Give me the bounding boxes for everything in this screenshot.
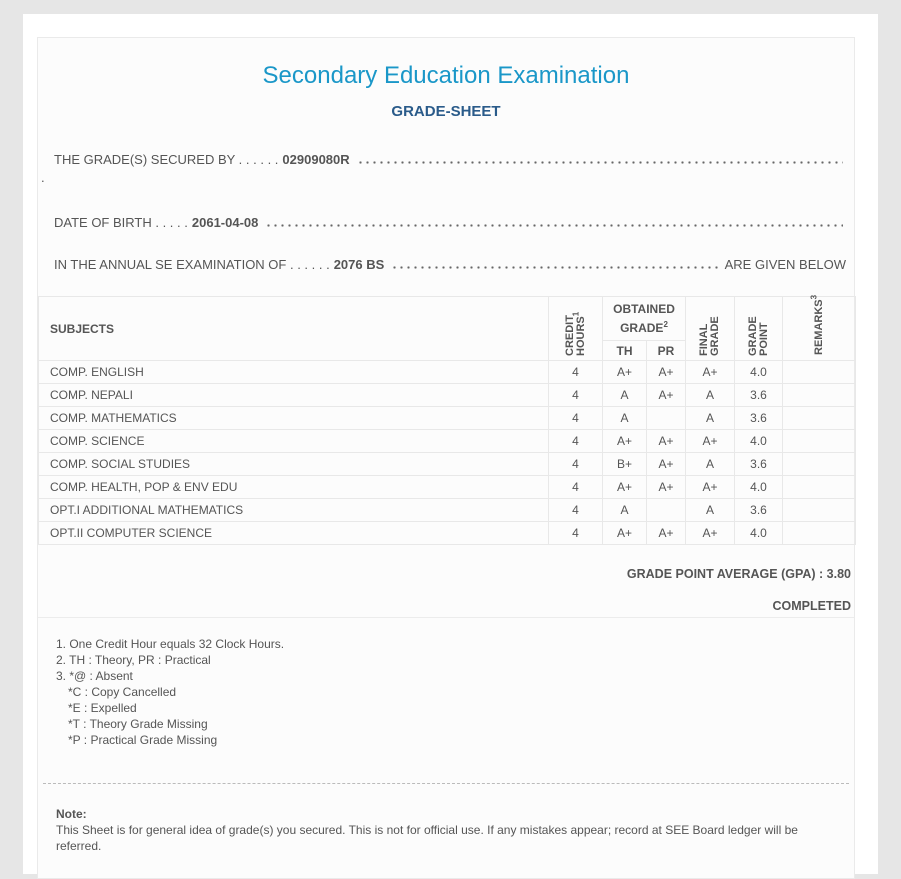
cell-remarks [783,476,856,499]
page [23,14,878,874]
footnote-ref: 1 [570,311,580,317]
header-subjects: SUBJECTS [39,297,549,361]
exam-line [54,256,846,274]
footnote: 2. TH : Theory, PR : Practical [56,653,211,667]
cell-final: A+ [686,430,735,453]
header-obtained-text: OBTAINED GRADE [613,301,675,335]
cell-final: A [686,499,735,522]
cell-th: A [603,499,647,522]
cell-gp: 4.0 [735,476,783,499]
cell-final: A [686,407,735,430]
divider [38,617,854,618]
cell-subject: OPT.I ADDITIONAL MATHEMATICS [39,499,549,522]
dob-line [54,214,846,232]
secured-by-label: THE GRADE(S) SECURED BY . . . . . . [54,152,279,167]
cell-pr: A+ [647,522,686,545]
result-status: COMPLETED [772,599,851,613]
table-row [39,361,856,384]
exam-year: 2076 BS [333,257,385,272]
footnote: *P : Practical Grade Missing [68,733,218,747]
cell-credit: 4 [549,522,603,545]
cell-subject: OPT.II COMPUTER SCIENCE [39,522,549,545]
table-row [39,407,856,430]
header-final-text: FINAL GRADE [698,316,721,356]
note-text: This Sheet is for general idea of grade(s) you secured. This is not for official use. If any mistakes appear; record at SEE Board ledger will be referred. [56,823,798,853]
cell-subject: COMP. NEPALI [39,384,549,407]
footnote: *E : Expelled [68,701,137,715]
cell-subject: COMP. SOCIAL STUDIES [39,453,549,476]
cell-final: A [686,453,735,476]
cell-remarks [783,499,856,522]
cell-credit: 4 [549,384,603,407]
cell-pr [647,499,686,522]
header-remarks [783,294,856,361]
cell-remarks [783,430,856,453]
page-subtitle: GRADE-SHEET [391,103,501,120]
cell-gp: 4.0 [735,430,783,453]
cell-th: A+ [603,476,647,499]
cell-subject: COMP. MATHEMATICS [39,407,549,430]
cell-final: A [686,384,735,407]
table-row [39,499,856,522]
header-pr: PR [647,341,686,361]
header-credit-text: CREDIT HOURS [563,315,587,356]
footnote: *T : Theory Grade Missing [68,717,208,731]
cell-th: A [603,407,647,430]
cell-pr [647,407,686,430]
secured-by-line [54,151,846,169]
exam-suffix: ARE GIVEN BELOW [724,257,846,272]
cell-final: A+ [686,361,735,384]
symbol-number: 02909080R [282,152,350,167]
page-title: Secondary Education Examination [262,62,630,89]
dot-leader [391,259,721,269]
cell-pr: A+ [647,361,686,384]
cell-pr: A+ [647,453,686,476]
footnote: *C : Copy Cancelled [68,685,177,699]
header-remarks-text: REMARKS [812,299,825,355]
stray-dot: . [41,170,45,185]
table-row [39,476,856,499]
cell-credit: 4 [549,407,603,430]
grade-sheet [37,37,855,879]
cell-final: A+ [686,476,735,499]
cell-th: A+ [603,430,647,453]
cell-credit: 4 [549,361,603,384]
note-title: Note: [56,807,87,821]
cell-subject: COMP. SCIENCE [39,430,549,453]
cell-credit: 4 [549,476,603,499]
cell-gp: 4.0 [735,361,783,384]
exam-label: IN THE ANNUAL SE EXAMINATION OF . . . . . . [54,257,330,272]
cell-credit: 4 [549,453,603,476]
gpa: GRADE POINT AVERAGE (GPA) : 3.80 [626,567,851,581]
scrollbar[interactable] [893,0,901,852]
header-credit-hours [549,297,603,361]
grades-table [38,296,856,545]
cell-remarks [783,453,856,476]
cell-credit: 4 [549,430,603,453]
footnotes [56,636,854,748]
cell-th: A+ [603,522,647,545]
cell-th: A+ [603,361,647,384]
cell-credit: 4 [549,499,603,522]
table-row [39,384,856,407]
cell-th: A [603,384,647,407]
note [56,806,834,854]
header-gp-text: GRADE POINT [746,316,770,356]
footnote-ref: 2 [663,319,668,329]
dot-leader [265,217,843,227]
dob-value: 2061-04-08 [191,215,259,230]
cell-gp: 3.6 [735,453,783,476]
table-row [39,453,856,476]
footnote: 1. One Credit Hour equals 32 Clock Hours. [56,637,285,651]
cell-pr: A+ [647,384,686,407]
cell-final: A+ [686,522,735,545]
cell-subject: COMP. HEALTH, POP & ENV EDU [39,476,549,499]
footnote: 3. *@ : Absent [56,669,133,683]
cell-remarks [783,384,856,407]
cell-subject: COMP. ENGLISH [39,361,549,384]
table-row [39,430,856,453]
table-row [39,522,856,545]
header-grade-point [735,297,783,361]
cell-remarks [783,361,856,384]
cell-gp: 4.0 [735,522,783,545]
dashed-divider [43,783,849,784]
cell-pr: A+ [647,430,686,453]
header-obtained-grade [603,297,686,341]
cell-pr: A+ [647,476,686,499]
cell-remarks [783,522,856,545]
cell-remarks [783,407,856,430]
cell-gp: 3.6 [735,384,783,407]
header-final-grade [686,297,735,361]
dob-label: DATE OF BIRTH . . . . . [54,215,188,230]
dot-leader [357,154,843,164]
cell-gp: 3.6 [735,499,783,522]
footnote-ref: 3 [808,294,818,300]
header-th: TH [603,341,647,361]
cell-th: B+ [603,453,647,476]
cell-gp: 3.6 [735,407,783,430]
